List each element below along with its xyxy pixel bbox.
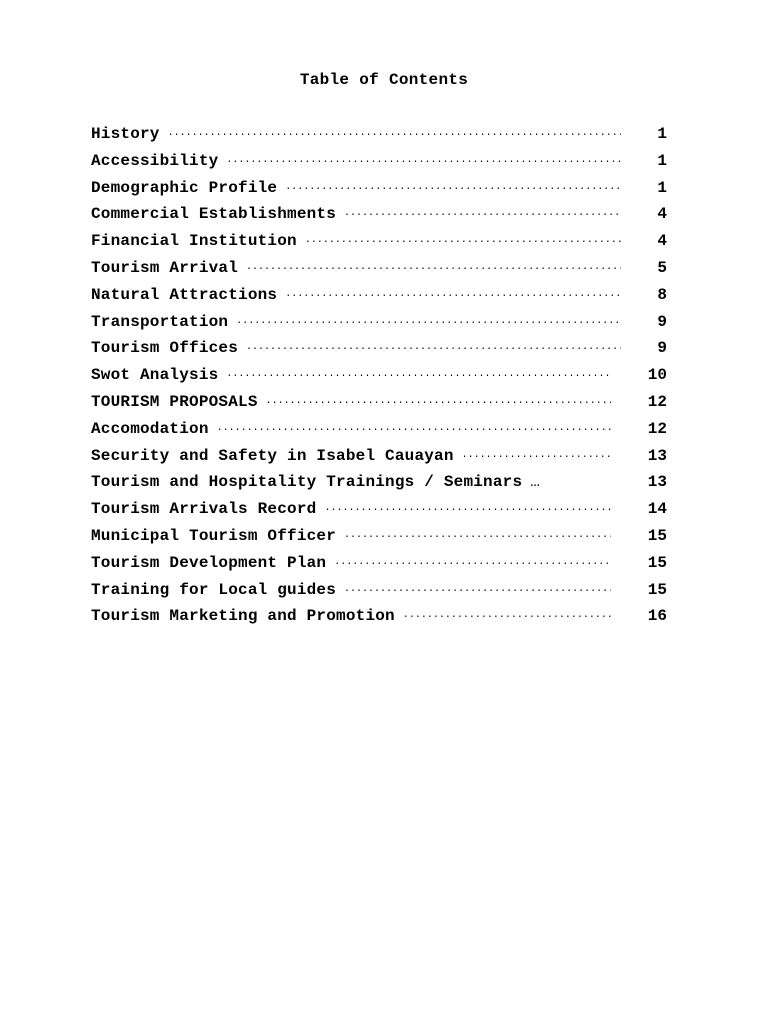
toc-entry-label: Tourism Marketing and Promotion: [91, 607, 395, 626]
toc-dot-leader: [168, 123, 621, 145]
toc-entry-page: 4: [657, 205, 667, 224]
toc-entry[interactable]: [91, 579, 667, 606]
toc-entry-label: Natural Attractions: [91, 285, 278, 304]
toc-entry-page: 14: [647, 500, 667, 519]
toc-entry-label: Commercial Establishments: [91, 205, 337, 224]
toc-entry[interactable]: [91, 605, 667, 632]
toc-entry-page: 1: [657, 151, 667, 170]
toc-entry-label: Accomodation: [91, 419, 209, 438]
toc-entry[interactable]: [91, 552, 667, 579]
toc-dot-leader: [344, 203, 621, 225]
toc-entry[interactable]: [91, 311, 667, 338]
toc-title: Table of Contents: [299, 71, 469, 89]
toc-entry-label: Tourism and Hospitality Trainings / Seminars: [91, 473, 523, 492]
toc-entry-label: TOURISM PROPOSALS: [91, 392, 258, 411]
toc-dot-leader: [217, 418, 611, 440]
toc-dot-leader: [285, 177, 621, 199]
toc-entry-page: 4: [657, 232, 667, 251]
toc-dot-leader: [236, 311, 621, 333]
toc-entry-page: 15: [647, 553, 667, 572]
toc-dot-leader: [324, 498, 611, 520]
toc-entry-page: 15: [647, 580, 667, 599]
toc-entry-label: Tourism Development Plan: [91, 553, 327, 572]
toc-entry[interactable]: [91, 337, 667, 364]
toc-dot-leader: [246, 337, 621, 359]
toc-entry-label: Municipal Tourism Officer: [91, 526, 337, 545]
toc-entry-page: 12: [647, 419, 667, 438]
toc-dot-leader: [344, 579, 611, 601]
toc-entry[interactable]: [91, 525, 667, 552]
toc-entry[interactable]: [91, 445, 667, 472]
toc-entry-label: Financial Institution: [91, 232, 297, 251]
toc-entry-page: 9: [657, 339, 667, 358]
toc-entry-page: 15: [647, 526, 667, 545]
toc-entry-label: Tourism Arrival: [91, 258, 239, 277]
toc-dot-leader: [334, 552, 611, 574]
toc-list: [91, 123, 667, 632]
toc-entry-label: Training for Local guides: [91, 580, 337, 599]
toc-entry[interactable]: [91, 257, 667, 284]
toc-entry-label: Security and Safety in Isabel Cauayan: [91, 446, 454, 465]
toc-entry-page: 1: [657, 125, 667, 143]
toc-entry-page: 16: [647, 607, 667, 626]
toc-entry[interactable]: [91, 391, 667, 418]
toc-dot-leader: [530, 471, 540, 496]
toc-entry-page: 1: [657, 178, 667, 197]
toc-entry-page: 13: [647, 446, 667, 465]
toc-entry-page: 13: [647, 473, 667, 492]
toc-dot-leader: [462, 445, 611, 467]
toc-dot-leader: [226, 364, 611, 386]
toc-entry-page: 8: [657, 285, 667, 304]
toc-dot-leader: [226, 150, 621, 172]
toc-dot-leader: [266, 391, 611, 413]
toc-dot-leader: [246, 257, 621, 279]
toc-entry-page: 12: [647, 392, 667, 411]
toc-entry-label: History: [91, 125, 160, 143]
toc-entry-label: Demographic Profile: [91, 178, 278, 197]
toc-entry[interactable]: [91, 471, 667, 498]
toc-entry[interactable]: [91, 284, 667, 311]
toc-entry-page: 10: [647, 366, 667, 385]
toc-entry-page: 5: [657, 258, 667, 277]
toc-entry-label: Swot Analysis: [91, 366, 219, 385]
toc-entry[interactable]: [91, 364, 667, 391]
toc-dot-leader: [403, 605, 611, 627]
toc-entry[interactable]: [91, 123, 667, 150]
toc-entry-label: Transportation: [91, 312, 229, 331]
toc-dot-leader: [285, 284, 621, 306]
toc-entry[interactable]: [91, 498, 667, 525]
toc-entry-label: Tourism Arrivals Record: [91, 500, 317, 519]
toc-entry-label: Accessibility: [91, 151, 219, 170]
toc-entry[interactable]: [91, 418, 667, 445]
toc-entry[interactable]: [91, 150, 667, 177]
toc-entry[interactable]: [91, 177, 667, 204]
toc-entry-page: 9: [657, 312, 667, 331]
toc-entry[interactable]: [91, 230, 667, 257]
toc-entry[interactable]: [91, 203, 667, 230]
toc-entry-label: Tourism Offices: [91, 339, 239, 358]
toc-dot-leader: [305, 230, 621, 252]
toc-dot-leader: [344, 525, 611, 547]
